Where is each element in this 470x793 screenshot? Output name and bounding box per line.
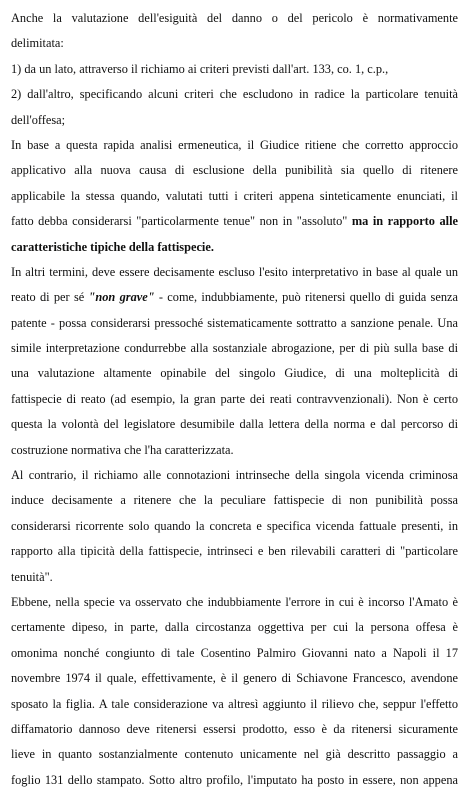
text-line	[11, 565, 458, 590]
text-run: - come, indubbiamente, può ritenersi quello di guida senza	[154, 290, 458, 305]
text-run: costruzione normativa che l'ha caratterizzata.	[11, 442, 234, 457]
text-run: omonima nonché congiunto di tale Cosentino Palmiro Giovanni nato a Napoli il 17	[11, 645, 458, 660]
text-run: Al contrario, il richiamo alle connotazioni intrinseche della singola vicenda criminosa	[11, 468, 458, 483]
text-run: Ebbene, nella specie va osservato che indubbiamente l'errore in cui è incorso l'Amato è	[11, 594, 458, 609]
text-line	[11, 438, 458, 463]
text-line	[11, 31, 458, 56]
text-line	[11, 57, 458, 82]
text-run: certamente dipeso, in parte, dalla circostanza oggettiva per cui la persona offesa è	[11, 620, 458, 635]
text-line	[11, 412, 458, 437]
text-run: fatto debba considerarsi "particolarmente tenue" non in "assoluto"	[11, 214, 352, 229]
text-run: foglio 131 dello stampato. Sotto altro profilo, l'imputato ha posto in essere, non appena	[11, 772, 458, 787]
text-run: Anche la valutazione dell'esiguità del danno o del pericolo è normativamente	[11, 11, 458, 25]
text-line	[11, 768, 458, 793]
text-line	[11, 235, 458, 260]
text-line	[11, 361, 458, 386]
text-line	[11, 387, 458, 412]
text-run: lieve in quanto sostanzialmente contenuto unicamente nel già descritto passaggio a	[11, 747, 458, 762]
text-run: induce decisamente a ritenere che la peculiare fattispecie di non punibilità possa	[11, 493, 458, 508]
text-line	[11, 6, 458, 31]
text-line	[11, 260, 458, 285]
bold-run: caratteristiche tipiche della fattispecie.	[11, 239, 214, 254]
text-line	[11, 514, 458, 539]
text-line	[11, 336, 458, 361]
text-line	[11, 641, 458, 666]
text-run: fattispecie di reato (ad esempio, la gran parte dei reati contravvenzionali). Non è certo	[11, 391, 458, 406]
text-run: applicativo alla nuova causa di esclusione della punibilità sia quello di ritenere	[11, 163, 458, 178]
text-run: una valutazione altamente opinabile del singolo Giudice, di una molteplicità di	[11, 366, 458, 381]
text-run: applicabile la stessa quando, valutati tutti i criteri appena sinteticamente enunciati, il	[11, 188, 458, 203]
text-line	[11, 615, 458, 640]
text-line	[11, 692, 458, 717]
text-run: considerarsi ricorrente solo quando la concreta e specifica vicenda fattuale presenti, in	[11, 518, 458, 533]
text-run: delimitata:	[11, 36, 64, 51]
text-run: rapporto alla tipicità della fattispecie, intrinseci e ben rilevabili caratteri di "particolare	[11, 544, 458, 559]
text-line	[11, 184, 458, 209]
text-run: novembre 1974 il quale, effettivamente, è il genero di Schiavone Francesco, avendone	[11, 671, 458, 686]
text-run: In altri termini, deve essere decisamente escluso l'esito interpretativo in base al quale un	[11, 264, 458, 279]
text-line	[11, 285, 458, 310]
text-line	[11, 209, 458, 234]
bold-run: ma in rapporto alle	[351, 214, 458, 229]
text-line	[11, 82, 458, 107]
text-line	[11, 108, 458, 133]
text-run: dell'offesa;	[11, 112, 66, 127]
text-run: 1) da un lato, attraverso il richiamo ai criteri previsti dall'art. 133, co. 1, c.p.,	[11, 61, 389, 76]
text-run: simile interpretazione condurrebbe alla sostanziale abrogazione, per di più sulla base di	[11, 341, 458, 356]
text-line	[11, 133, 458, 158]
text-line	[11, 742, 458, 767]
text-line	[11, 488, 458, 513]
text-run: reato di per sé	[11, 290, 89, 305]
text-run: In base a questa rapida analisi ermeneutica, il Giudice ritiene che corretto approccio	[11, 137, 458, 152]
text-line	[11, 717, 458, 742]
text-line	[11, 539, 458, 564]
text-line	[11, 463, 458, 488]
text-run: tenuità".	[11, 569, 53, 584]
text-run: diffamatorio dannoso deve ritenersi essersi prodotto, esso è da ritenersi sicuramente	[11, 721, 458, 736]
text-run: 2) dall'altro, specificando alcuni criteri che escludono in radice la particolare tenuità	[11, 87, 458, 102]
text-line	[11, 666, 458, 691]
text-run: sposato la figlia. A tale considerazione va altresì aggiunto il rilievo che, seppur l'effetto	[11, 696, 458, 711]
text-run: questa la volontà del legislatore desumibile dalla lettera della norma e dal percorso di	[11, 417, 458, 432]
italic-run: "non grave"	[88, 290, 155, 305]
text-line	[11, 590, 458, 615]
text-line	[11, 158, 458, 183]
text-line	[11, 311, 458, 336]
text-run: patente - possa considerarsi pressoché sistematicamente sottratto a sanzione penale. Una	[11, 315, 458, 330]
